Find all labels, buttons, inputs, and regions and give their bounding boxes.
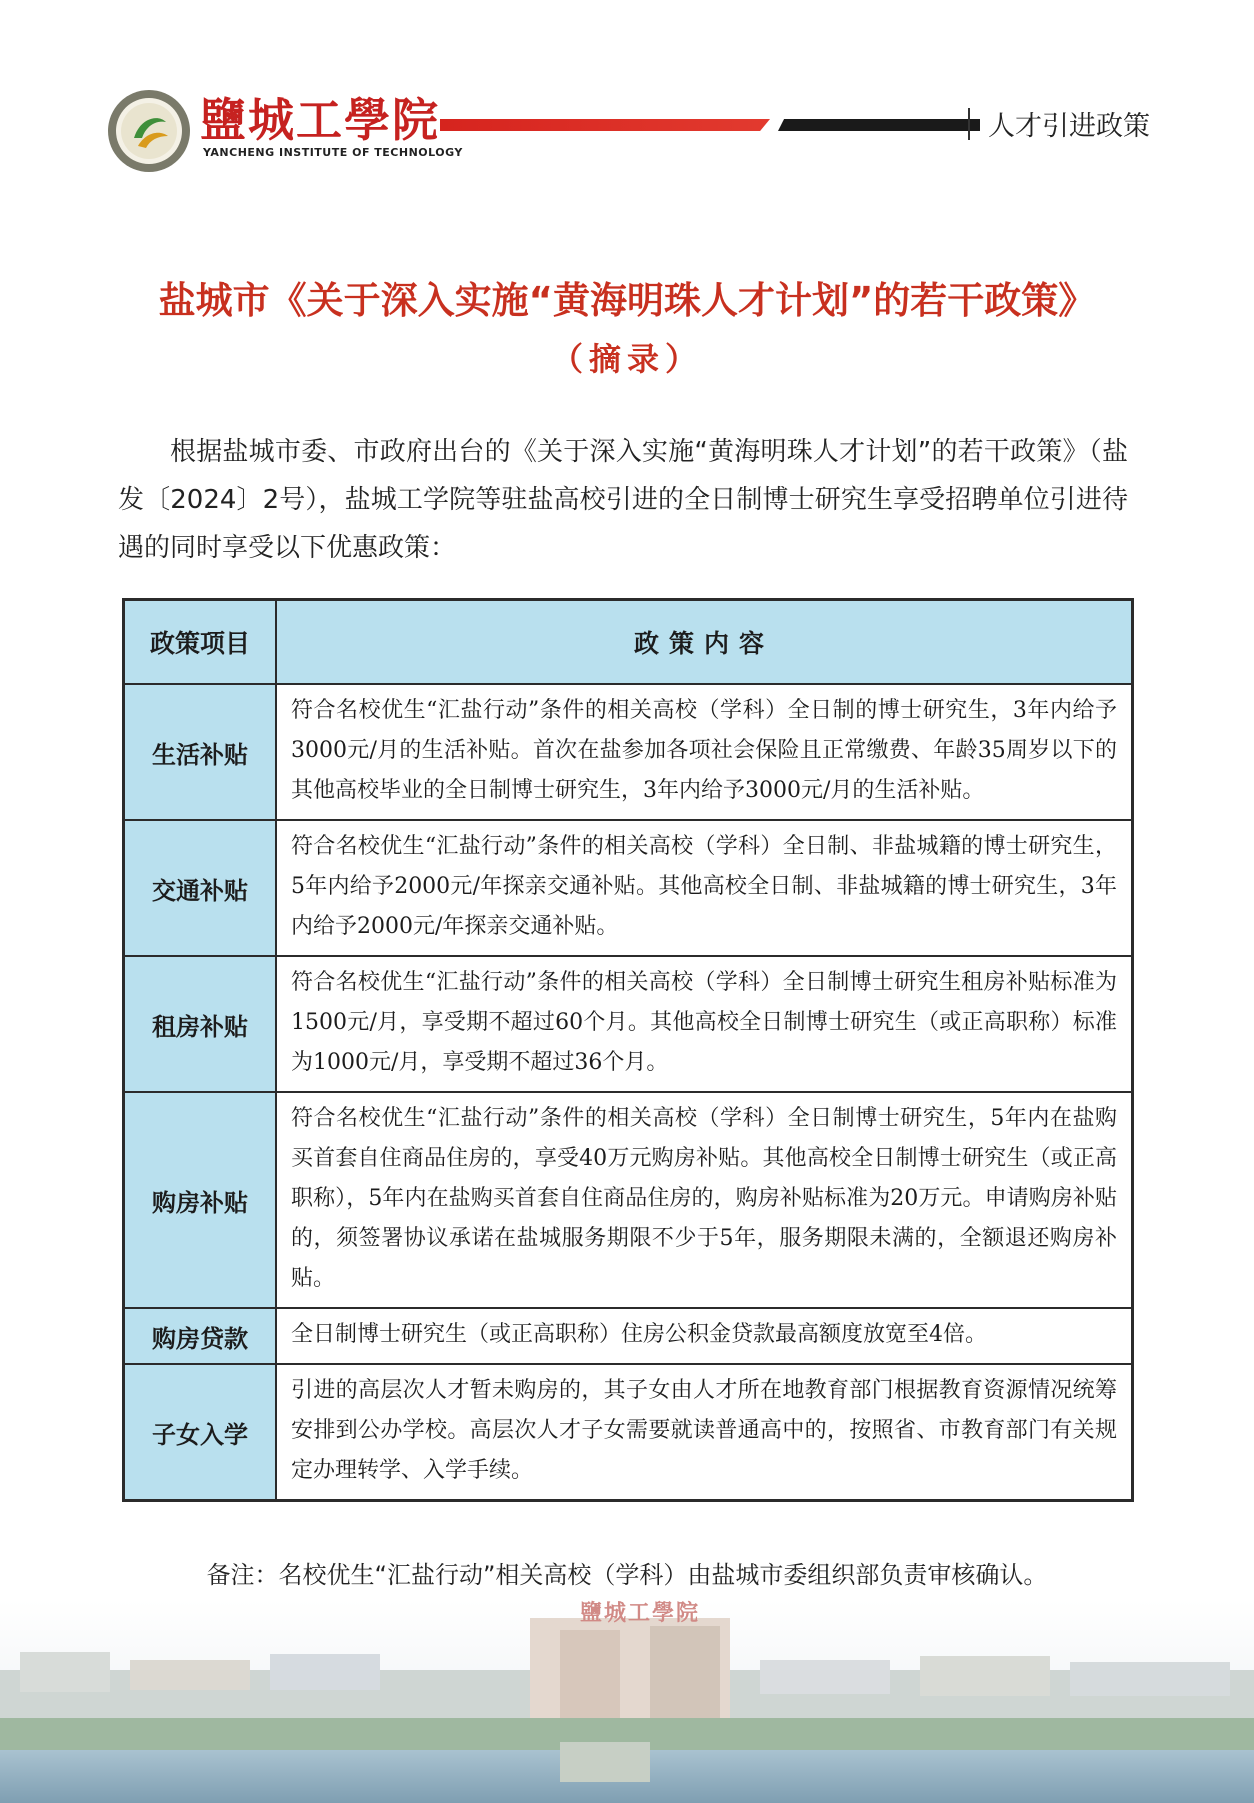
- logo-english: YANCHENG INSTITUTE OF TECHNOLOGY: [203, 146, 463, 159]
- intro-paragraph: 根据盐城市委、市政府出台的《关于深入实施“黄海明珠人才计划”的若干政策》（盐发〔2024〕2号），盐城工学院等驻盐高校引进的全日制博士研究生享受招聘单位引进待遇的同时享受以下优惠政策：: [118, 437, 1128, 563]
- header-policy-item: 政策项目: [124, 600, 277, 685]
- page-header: [0, 0, 1254, 200]
- row-content: 全日制博士研究生（或正高职称）住房公积金贷款最高额度放宽至4倍。: [276, 1308, 1133, 1364]
- school-emblem-icon: [106, 88, 192, 174]
- row-content: 符合名校优生“汇盐行动”条件的相关高校（学科）全日制、非盐城籍的博士研究生，5年内给予2000元/年探亲交通补贴。其他高校全日制、非盐城籍的博士研究生，3年内给予2000元/年探亲交通补贴。: [276, 820, 1133, 956]
- section-title: 人才引进政策: [988, 111, 1150, 142]
- page-title: 盐城市《关于深入实施“黄海明珠人才计划”的若干政策》: [158, 279, 1096, 322]
- row-content: 引进的高层次人才暂未购房的，其子女由人才所在地教育部门根据教育资源情况统筹安排到公办学校。高层次人才子女需要就读普通高中的，按照省、市教育部门有关规定办理转学、入学手续。: [276, 1364, 1133, 1501]
- page-subtitle: （摘录）: [550, 340, 703, 378]
- row-item-living-subsidy: 生活补贴: [124, 684, 277, 820]
- table-row: [124, 956, 1133, 1092]
- row-item-children-school: 子女入学: [124, 1364, 277, 1501]
- row-item-transport-subsidy: 交通补贴: [124, 820, 277, 956]
- policy-table: [122, 598, 1134, 1502]
- row-item-rent-subsidy: 租房补贴: [124, 956, 277, 1092]
- row-content: 符合名校优生“汇盐行动”条件的相关高校（学科）全日制博士研究生，5年内在盐购买首套自住商品住房的，享受40万元购房补贴。其他高校全日制博士研究生（或正高职称），5年内在盐购买首套自住商品住房的，购房补贴标准为20万元。申请购房补贴的，须签署协议承诺在盐城服务期限不少于5年，服务期限未满的，全额退还购房补贴。: [276, 1092, 1133, 1308]
- campus-skyline-image: [0, 1600, 1254, 1803]
- row-content: 符合名校优生“汇盐行动”条件的相关高校（学科）全日制博士研究生租房补贴标准为1500元/月，享受期不超过60个月。其他高校全日制博士研究生（或正高职称）标准为1000元/月，享受期不超过36个月。: [276, 956, 1133, 1092]
- header-divider: [968, 108, 970, 140]
- header-black-bar: [778, 119, 980, 131]
- table-row: [124, 684, 1133, 820]
- logo-chinese: 鹽城工學院: [200, 93, 440, 147]
- table-row: [124, 820, 1133, 956]
- row-item-housing-subsidy: 购房补贴: [124, 1092, 277, 1308]
- footnote: 备注：名校优生“汇盐行动”相关高校（学科）由盐城市委组织部负责审核确认。: [206, 1561, 1048, 1589]
- header-policy-content: 政策内容: [276, 600, 1133, 685]
- row-item-housing-loan: 购房贷款: [124, 1308, 277, 1364]
- table-header-row: [124, 600, 1133, 685]
- table-row: [124, 1364, 1133, 1501]
- footer-watermark-brand: 鹽城工學院: [580, 1600, 701, 1626]
- table-row: [124, 1092, 1133, 1308]
- table-row: [124, 1308, 1133, 1364]
- header-red-bar: [440, 119, 770, 131]
- row-content: 符合名校优生“汇盐行动”条件的相关高校（学科）全日制的博士研究生，3年内给予3000元/月的生活补贴。首次在盐参加各项社会保险且正常缴费、年龄35周岁以下的其他高校毕业的全日制博士研究生，3年内给予3000元/月的生活补贴。: [276, 684, 1133, 820]
